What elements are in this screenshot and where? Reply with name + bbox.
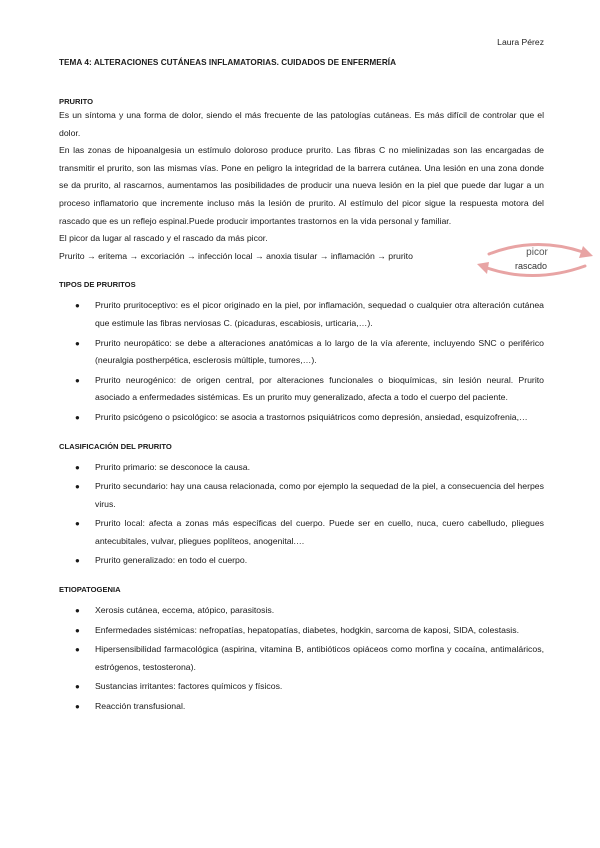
list-item: ● Prurito pruritoceptivo: es el picor originado en la piel, por inflamación, sequedad o cualquier otra alteración cutánea que estimule las fibras nerviosas C. (picaduras, escabiosis, urticaria,…).: [59, 297, 544, 332]
bullet-icon: ●: [75, 375, 80, 385]
list-item: ● Prurito secundario: hay una causa relacionada, como por ejemplo la sequedad de la piel, a consecuencia del herpes virus.: [59, 478, 544, 513]
itch-scratch-cycle-diagram: [471, 240, 600, 280]
author-name: Laura Pérez: [497, 37, 544, 47]
list-item: ● Prurito generalizado: en todo el cuerpo.: [59, 552, 544, 570]
bullet-icon: ●: [75, 338, 80, 348]
diagram-label-rascado: rascado: [514, 261, 548, 271]
section-heading-clasificacion: CLASIFICACIÓN DEL PRURITO: [59, 441, 172, 451]
paragraph-prurito-1: Es un síntoma y una forma de dolor, siendo el más frecuente de las patologías cutáneas. Es más difícil de controlar que el dolor.: [59, 110, 544, 138]
cycle-arrowhead-top: [579, 246, 593, 258]
list-item: ● Prurito primario: se desconoce la causa.: [59, 459, 544, 477]
list-item: ● Prurito psicógeno o psicológico: se asocia a trastornos psiquiátricos como depresión, ansiedad, esquizofrenia,…: [59, 409, 544, 427]
section-heading-tipos: TIPOS DE PRURITOS: [59, 280, 136, 290]
cycle-arrowhead-bottom: [477, 262, 489, 274]
list-etiopatogenia: [59, 602, 544, 716]
diagram-label-picor: picor: [526, 247, 548, 258]
list-item: ● Hipersensibilidad farmacológica (aspirina, vitamina B, antibióticos opiáceos como morfina y cocaína, antimaláricos, estrógenos, testosterona).: [59, 641, 544, 676]
bullet-icon: ●: [75, 645, 80, 655]
section-tipos: [59, 279, 544, 426]
bullet-icon: ●: [75, 519, 80, 529]
bullet-icon: ●: [75, 702, 80, 712]
list-item: ● Xerosis cutánea, eccema, atópico, parasitosis.: [59, 602, 544, 620]
list-item: ● Prurito neurogénico: de origen central, por alteraciones funcionales o bioquímicas, sin lesión neural. Prurito asociado a enfermedades sistémicas. Es un prurito muy generalizado, afecta a todo el cuerpo del paciente.: [59, 372, 544, 407]
list-item: ● Reacción transfusional.: [59, 698, 544, 716]
list-item: ● Sustancias irritantes: factores químicos y físicos.: [59, 678, 544, 696]
list-item: ● Prurito local: afecta a zonas más específicas del cuerpo. Puede ser en cuello, nuca, cuero cabelludo, pliegues antecubitales, vulvar, pliegues poplíteos, anogenital.…: [59, 515, 544, 550]
section-etiopatogenia: [59, 584, 544, 716]
paragraph-prurito-2: En las zonas de hipoanalgesia un estímulo doloroso produce prurito. Las fibras C no mielinizadas son las encargadas de transmitir el prurito, son las mismas vías. Pone en peligro la integridad de la barrera cutánea. Una lesión en una zona donde se da prurito, al rascarnos, aumentamos las posibilidades de producir una nueva lesión en la piel que puede dar lugar a un proceso inflamatorio que incremente incluso más la lesión de prurito. Al estímulo del picor sigue la respuesta motora del rascado que es un reflejo espinal.Puede producir importantes trastornos en la vida personal y familiar.: [59, 145, 544, 226]
bullet-icon: ●: [75, 625, 80, 635]
document-body: [59, 96, 544, 718]
document-title: TEMA 4: ALTERACIONES CUTÁNEAS INFLAMATORIAS. CUIDADOS DE ENFERMERÍA: [59, 58, 397, 67]
list-item: ● Prurito neuropático: se debe a alteraciones anatómicas a lo largo de la vía aferente, incluyendo SNC o periférico (neuralgia postherpética, esclerosis múltiple, tumores,…).: [59, 335, 544, 370]
bullet-icon: ●: [75, 412, 80, 422]
bullet-icon: ●: [75, 301, 80, 311]
paragraph-prurito-3: El picor da lugar al rascado y el rascado da más picor.: [59, 233, 268, 244]
bullet-icon: ●: [75, 682, 80, 692]
paragraph-prurito-cycle: Prurito → eritema → excoriación → infección local → anoxia tisular → inflamación → prurito: [59, 250, 413, 261]
bullet-icon: ●: [75, 482, 80, 492]
list-tipos: [59, 297, 544, 426]
section-heading-etiopatogenia: ETIOPATOGENIA: [59, 585, 121, 595]
bullet-icon: ●: [75, 606, 80, 616]
list-item: ● Enfermedades sistémicas: nefropatías, hepatopatías, diabetes, hodgkin, sarcoma de kaposi, SIDA, colestasis.: [59, 622, 544, 640]
list-clasificacion: [59, 459, 544, 571]
section-heading-prurito: PRURITO: [59, 97, 94, 106]
bullet-icon: ●: [75, 462, 80, 472]
bullet-icon: ●: [75, 556, 80, 566]
section-clasificacion: [59, 441, 544, 571]
